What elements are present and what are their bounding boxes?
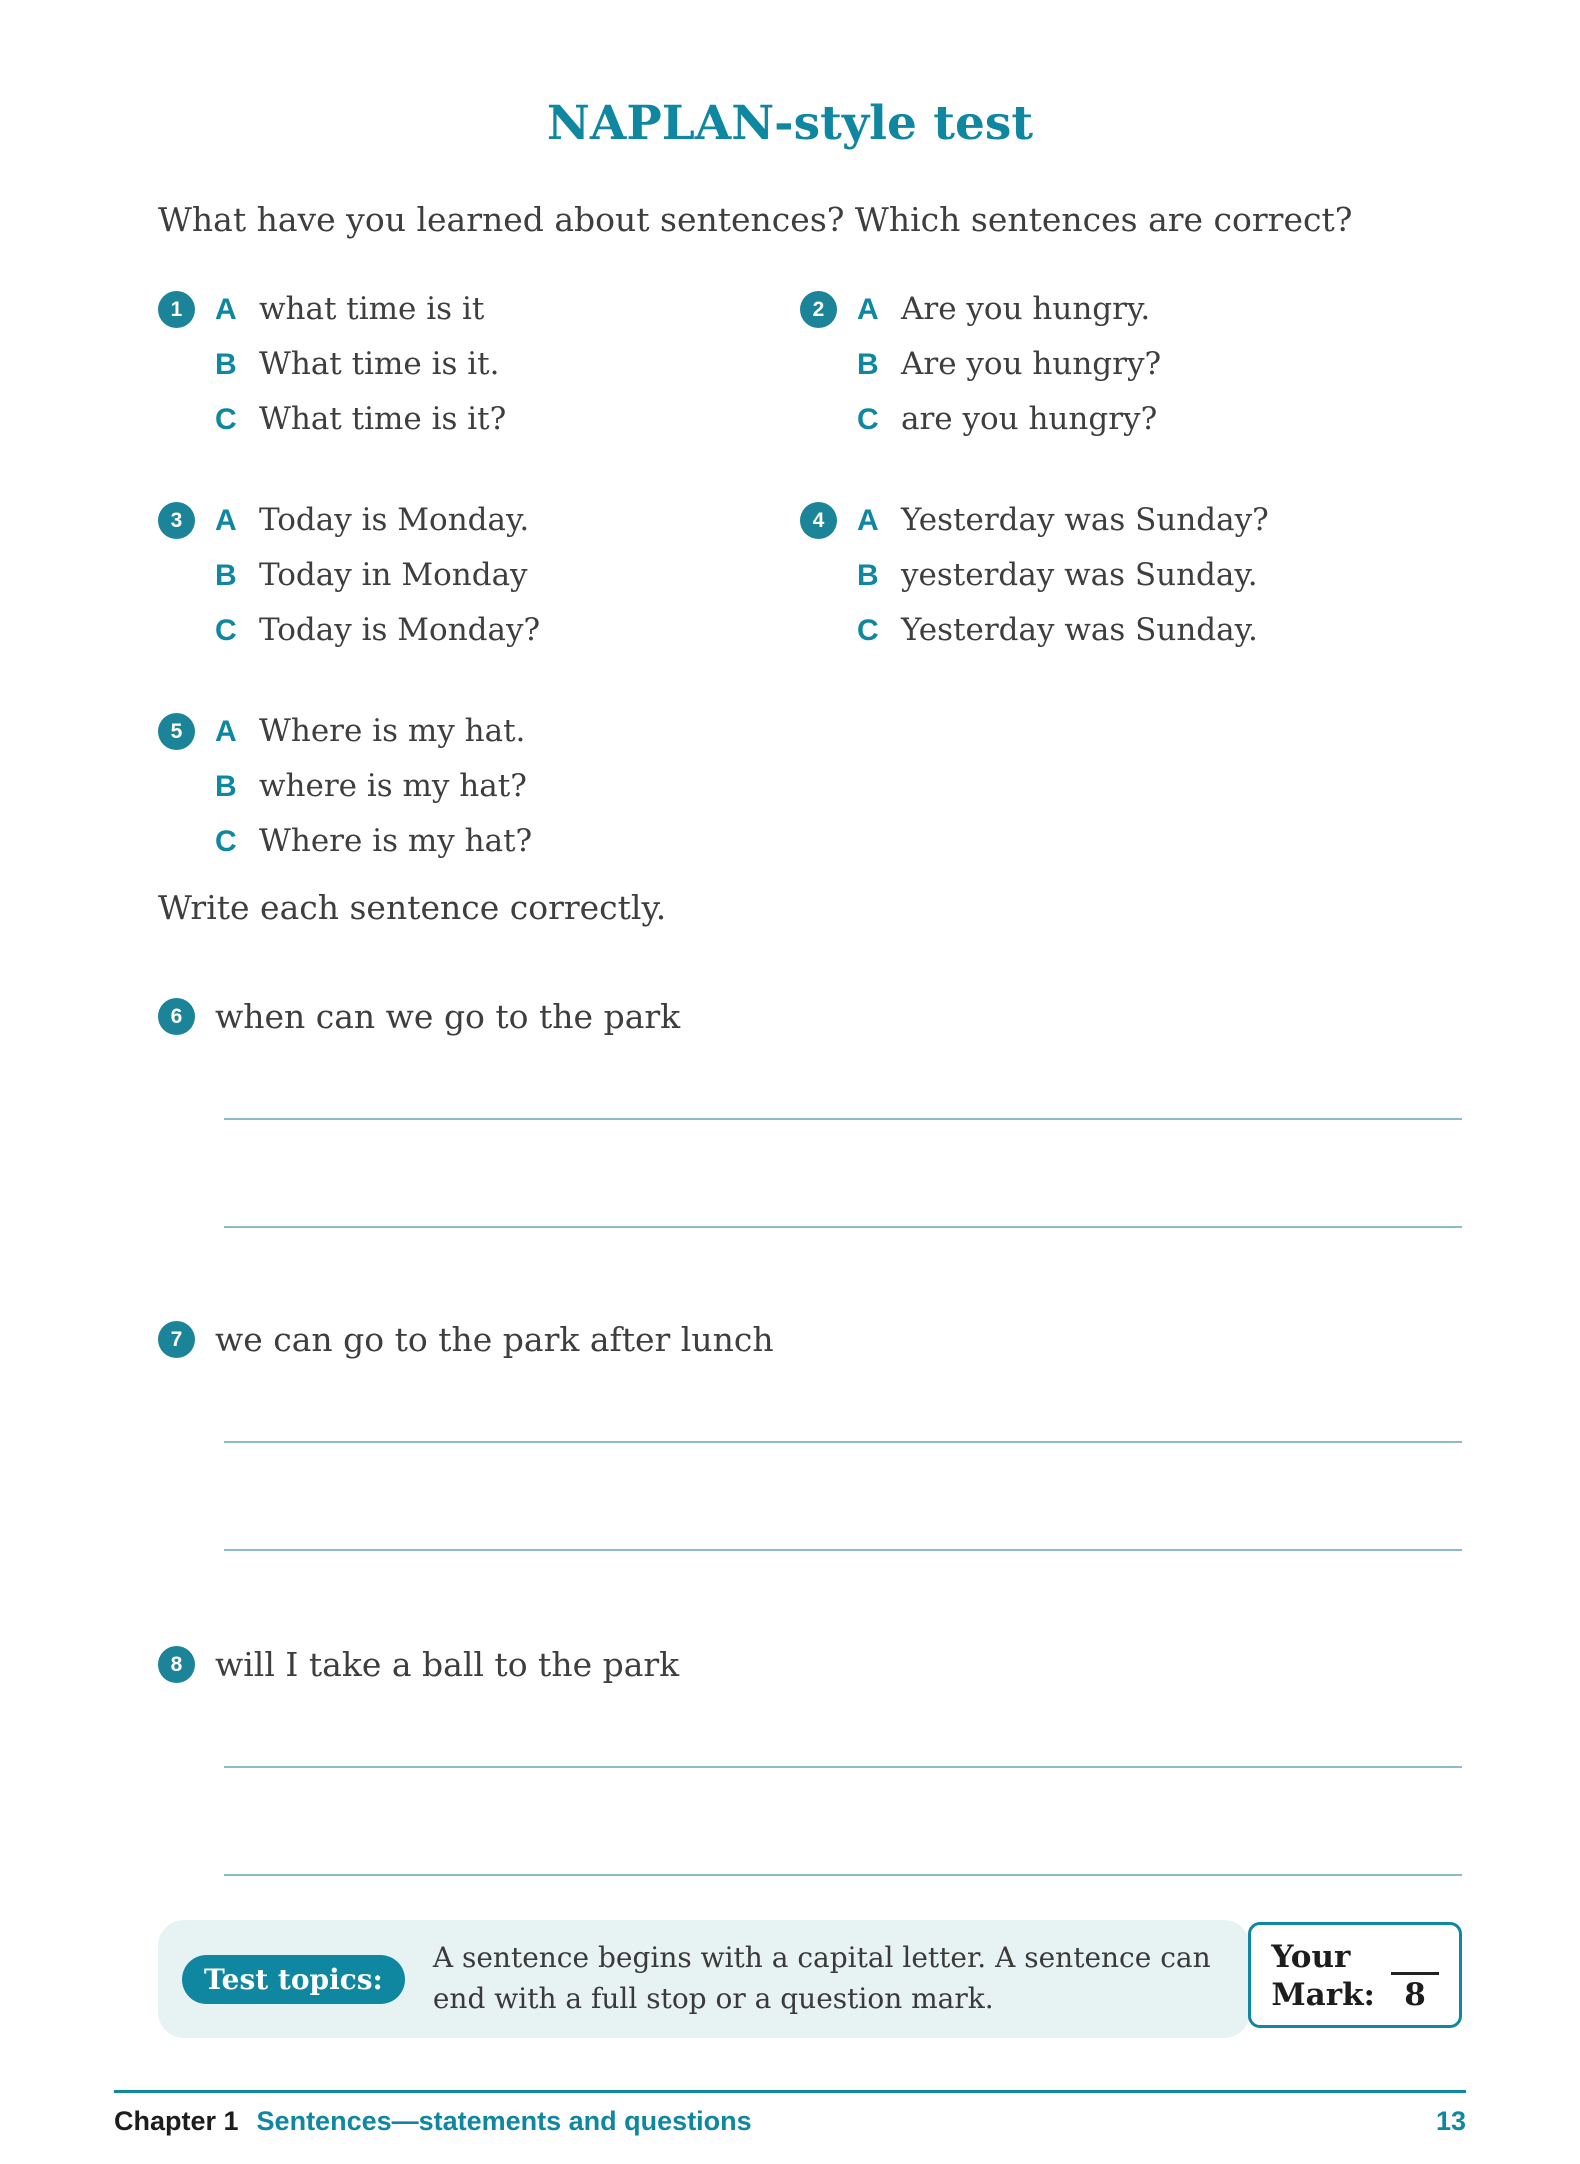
question-number-badge: 1: [158, 291, 195, 328]
options-list: [215, 493, 540, 658]
option: [215, 493, 540, 548]
answer-line: [224, 1766, 1462, 1768]
test-topics-box: [158, 1920, 1250, 2038]
options-list: [215, 704, 532, 869]
write-instruction: Write each sentence correctly.: [158, 888, 667, 927]
option-text: Today in Monday: [259, 557, 528, 593]
option-text: where is my hat?: [259, 768, 527, 804]
option-letter: C: [857, 614, 879, 647]
option-letter: A: [857, 293, 879, 326]
options-list: [857, 282, 1161, 447]
option: [215, 704, 532, 759]
question-number-badge: 4: [800, 502, 837, 539]
option-text: Are you hungry?: [901, 346, 1162, 382]
question-3: [158, 493, 800, 658]
option-text: What time is it?: [259, 401, 507, 437]
option: [215, 548, 540, 603]
your-mark-label-line1: Your: [1271, 1939, 1351, 1975]
option: [857, 603, 1269, 658]
option: [215, 392, 506, 447]
intro-text: What have you learned about sentences? Which sentences are correct?: [158, 200, 1353, 239]
answer-line: [224, 1441, 1462, 1443]
test-topics-text: A sentence begins with a capital letter. A sentence can end with a full stop or a question mark.: [432, 1941, 1211, 2015]
write-question-head: [158, 997, 1462, 1036]
option-text: yesterday was Sunday.: [901, 557, 1258, 593]
option: [215, 282, 506, 337]
option-text: Where is my hat.: [259, 713, 526, 749]
option-text: Are you hungry.: [901, 291, 1151, 327]
question-number-badge: 3: [158, 502, 195, 539]
option: [857, 392, 1161, 447]
option-text: what time is it: [259, 291, 485, 327]
footer: [114, 2106, 1466, 2137]
option-letter: C: [857, 403, 879, 436]
option: [857, 337, 1161, 392]
question-5: [158, 704, 800, 869]
question-number-badge: 8: [158, 1646, 195, 1683]
question-number-badge: 2: [800, 291, 837, 328]
question-2: [800, 282, 1269, 447]
question-number-badge: 5: [158, 713, 195, 750]
footer-chapter: Chapter 1: [114, 2106, 239, 2136]
option-text: Yesterday was Sunday?: [901, 502, 1269, 538]
question-1: [158, 282, 800, 447]
option-text: are you hungry?: [901, 401, 1158, 437]
write-question-6: [158, 997, 1462, 1228]
write-question-text: we can go to the park after lunch: [215, 1320, 774, 1359]
mark-total: 8: [1404, 1977, 1426, 2013]
option-letter: A: [215, 504, 237, 537]
write-question-text: when can we go to the park: [215, 997, 681, 1036]
option-letter: B: [215, 559, 237, 592]
write-question-head: [158, 1645, 1462, 1684]
options-list: [857, 493, 1269, 658]
option-letter: A: [215, 293, 237, 326]
footer-section-title: Sentences—statements and questions: [256, 2106, 752, 2136]
answer-line: [224, 1226, 1462, 1228]
answer-line: [224, 1549, 1462, 1551]
write-question-head: [158, 1320, 1462, 1359]
option-text: Where is my hat?: [259, 823, 533, 859]
option: [215, 759, 532, 814]
write-question-7: [158, 1320, 1462, 1551]
option-letter: B: [857, 348, 879, 381]
multiple-choice-section: [158, 282, 1269, 869]
your-mark-box: [1248, 1922, 1462, 2028]
option-letter: B: [857, 559, 879, 592]
option: [857, 282, 1161, 337]
option-letter: A: [857, 504, 879, 537]
write-question-8: [158, 1645, 1462, 1876]
page-number: 13: [1435, 2106, 1466, 2136]
your-mark-label-line2: Mark:: [1271, 1977, 1375, 2013]
option: [215, 337, 506, 392]
footer-rule: [114, 2090, 1466, 2093]
question-4: [800, 493, 1269, 658]
write-question-text: will I take a ball to the park: [215, 1645, 680, 1684]
option-letter: B: [215, 348, 237, 381]
mark-blank-line: [1391, 1949, 1439, 1975]
test-topics-label: Test topics:: [182, 1955, 405, 2004]
option-letter: B: [215, 770, 237, 803]
question-number-badge: 7: [158, 1321, 195, 1358]
option-letter: C: [215, 403, 237, 436]
option-letter: C: [215, 614, 237, 647]
options-list: [215, 282, 506, 447]
answer-line: [224, 1118, 1462, 1120]
option: [857, 548, 1269, 603]
question-number-badge: 6: [158, 998, 195, 1035]
option-text: What time is it.: [259, 346, 500, 382]
option: [215, 603, 540, 658]
option: [857, 493, 1269, 548]
option-letter: C: [215, 825, 237, 858]
page-title: NAPLAN-style test: [546, 96, 1034, 151]
option: [215, 814, 532, 869]
option-text: Yesterday was Sunday.: [901, 612, 1258, 648]
option-text: Today is Monday.: [259, 502, 530, 538]
option-letter: A: [215, 715, 237, 748]
option-text: Today is Monday?: [259, 612, 541, 648]
answer-line: [224, 1874, 1462, 1876]
